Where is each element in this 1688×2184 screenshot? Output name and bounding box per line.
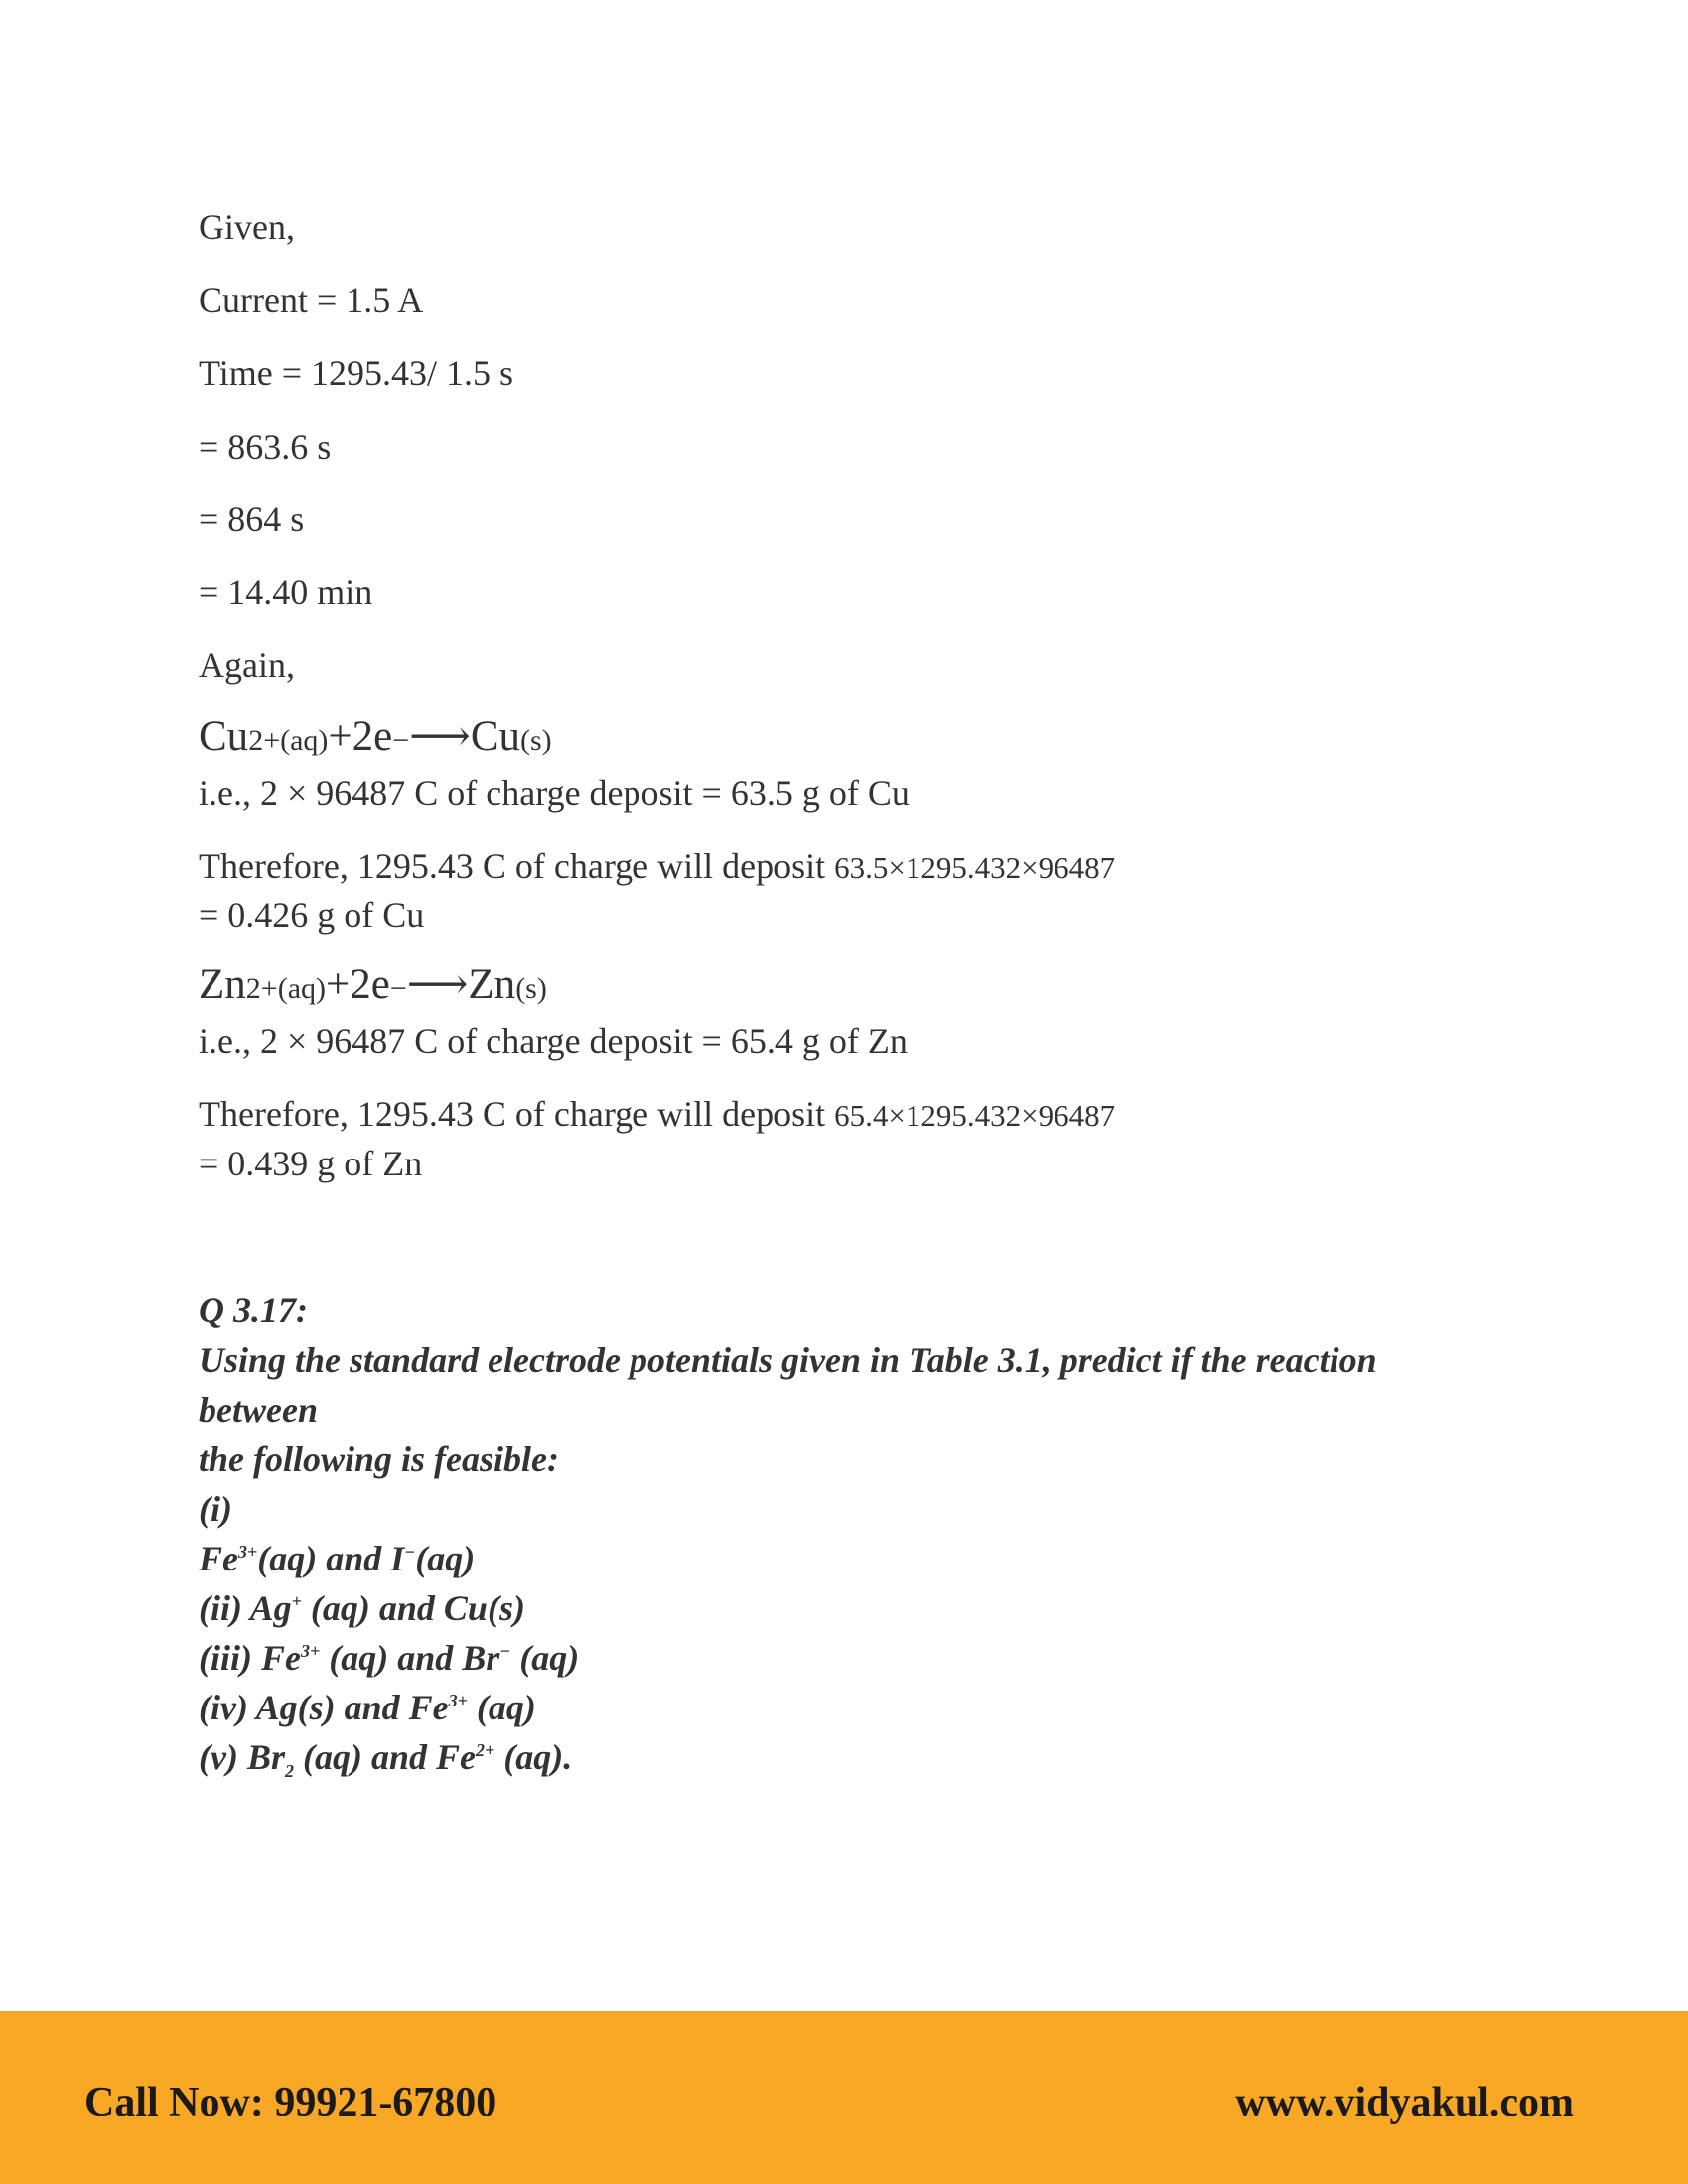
question-text-3: the following is feasible: xyxy=(199,1439,559,1479)
copper-equation: Cu2+(aq)+2e−⟶Cu(s) xyxy=(199,713,552,759)
again-label: Again, xyxy=(199,645,295,685)
option-i: $Fe^{3+}(aq)$ and I−(aq) xyxy=(199,1539,476,1578)
time-line: Time = 1295.43/ 1.5 s xyxy=(199,353,514,393)
website-link[interactable]: www.vidyakul.com xyxy=(1235,2080,1574,2125)
option-v: (v) $Br_2$ (aq) and $Fe^{2+}$ (aq). xyxy=(199,1737,573,1782)
zinc-fraction: 65.4×1295.432×96487 xyxy=(834,1098,1116,1133)
option-iii: (iii) $Fe^{3+}$ (aq) and Br− (aq) xyxy=(199,1638,580,1678)
time-step-1: = 863.6 s xyxy=(199,427,332,467)
time-step-2: = 864 s xyxy=(199,499,305,539)
footer-banner xyxy=(0,2011,1688,2184)
time-step-3: = 14.40 min xyxy=(199,572,373,612)
copper-therefore-line: Therefore, 1295.43 C of charge will deposit 63.5×1295.432×96487 xyxy=(199,846,1116,886)
option-i-label: (i) xyxy=(199,1489,232,1529)
question-text-1: Using the standard electrode potentials given in Table 3.1, predict if the reaction xyxy=(199,1340,1377,1380)
option-iv: (iv) Ag(s) and $Fe^{3+}$ (aq) xyxy=(199,1688,536,1727)
question-text-2: between xyxy=(199,1390,318,1430)
copper-charge-line: i.e., 2 × 96487 C of charge deposit = 63.5 g of Cu xyxy=(199,773,910,813)
option-ii: (ii) Ag+ (aq) and Cu(s) xyxy=(199,1588,525,1628)
copper-fraction: 63.5×1295.432×96487 xyxy=(834,850,1116,885)
zinc-charge-line: i.e., 2 × 96487 C of charge deposit = 65.4 g of Zn xyxy=(199,1022,908,1061)
question-number: Q 3.17: xyxy=(199,1291,308,1330)
zinc-therefore-line: Therefore, 1295.43 C of charge will deposit 65.4×1295.432×96487 xyxy=(199,1094,1116,1134)
given-label: Given, xyxy=(199,207,295,247)
zinc-equation: Zn2+(aq)+2e−⟶Zn(s) xyxy=(199,961,547,1008)
current-line: Current = 1.5 A xyxy=(199,280,424,320)
zinc-result: = 0.439 g of Zn xyxy=(199,1144,423,1183)
copper-result: = 0.426 g of Cu xyxy=(199,895,425,935)
call-now-text[interactable]: Call Now: 99921-67800 xyxy=(84,2080,497,2125)
